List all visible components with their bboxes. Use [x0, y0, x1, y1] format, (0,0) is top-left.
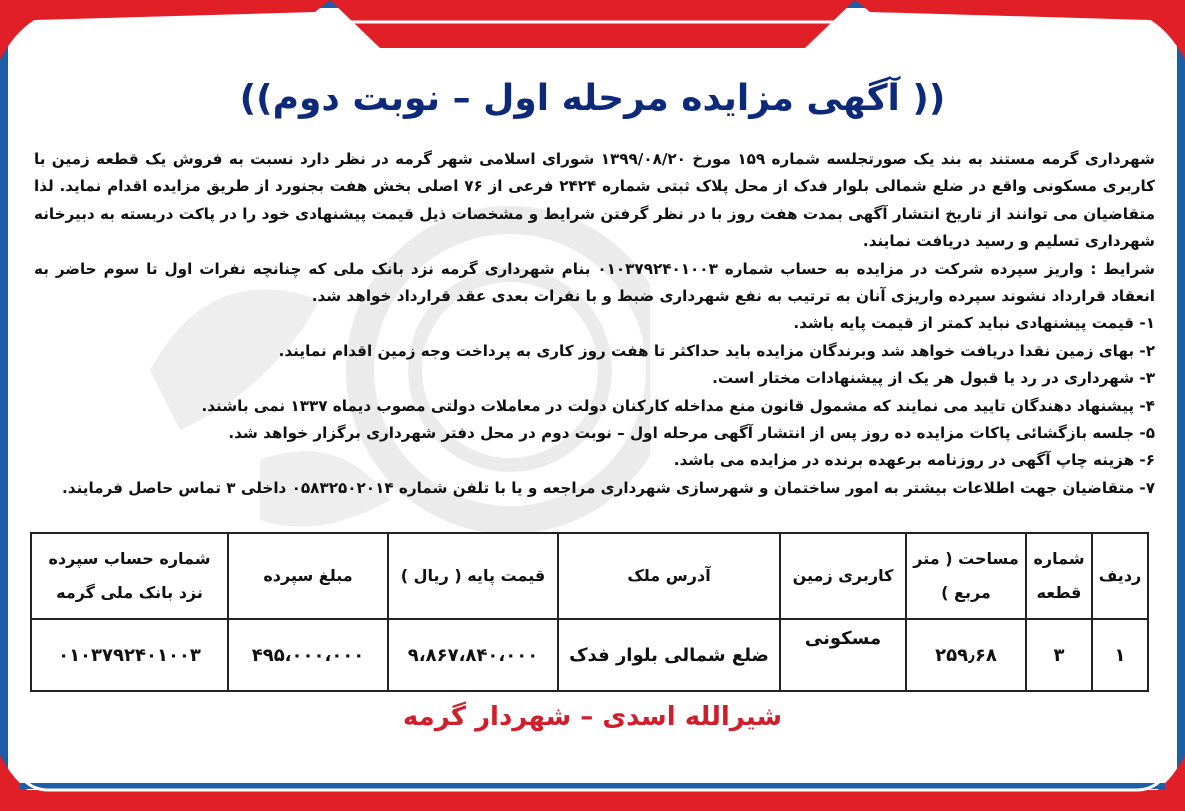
signature: شیرالله اسدی – شهردار گرمه: [402, 702, 783, 732]
cell-base-price: ۹،۸۶۷،۸۴۰،۰۰۰: [388, 619, 558, 691]
header-address: آدرس ملک: [558, 533, 780, 619]
notice-title: (( آگهی مزایده مرحله اول – نوبت دوم)): [239, 78, 946, 119]
cell-plot-number: ۳: [1026, 619, 1092, 691]
condition-item: ۵- جلسه بازگشائی پاکات مزایده ده روز پس از انتشار آگهی مرحله اول – نوبت دوم در محل دفتر شهرداری برگزار خواهد شد.: [228, 424, 1155, 443]
condition-item: ۲- بهای زمین نقدا دریافت خواهد شد وبرندگان مزایده باید حداکثر تا هفت روز کاری به پرداخت وجه زمین اقدام نمایند.: [278, 341, 1155, 360]
notice-body: [34, 146, 1155, 502]
table-header-row: [31, 533, 1148, 619]
cell-row-number: ۱: [1092, 619, 1148, 691]
condition-item: ۱- قیمت پیشنهادی نباید کمتر از قیمت پایه باشد.: [793, 314, 1155, 333]
header-deposit: مبلغ سپرده: [228, 533, 388, 619]
condition-item: ۴- پیشنهاد دهندگان تایید می نمایند که مشمول قانون منع مداخله کارکنان دولت در معاملات دولتی مصوب دیماه ۱۳۳۷ نمی باشند.: [201, 396, 1155, 415]
condition-item: ۳- شهرداری در رد یا قبول هر یک از پیشنهادات مختار است.: [712, 369, 1155, 388]
cell-account-number: ۰۱۰۳۷۹۲۴۰۱۰۰۳: [31, 619, 228, 691]
header-area: مساحت ( متر مربع ): [906, 533, 1026, 619]
header-land-usage: کاربری زمین: [780, 533, 906, 619]
notice-intro: شهرداری گرمه مستند به بند یک صورتجلسه شماره ۱۵۹ مورخ ۱۳۹۹/۰۸/۲۰ شورای اسلامی شهر گرمه در نظر دارد نسبت به فروش یک قطعه زمین با کاربری مسکونی واقع در ضلع شمالی بلوار فدک از محل پلاک ثبتی شماره ۲۴۲۴ فرعی از ۷۶ اصلی بخش هفت بجنورد از طریق مزایده اقدام نماید. لذا متقاضیان می توانند از تاریخ انتشار آگهی بمدت هفت روز با در نظر گرفتن شرایط و مشخصات ذیل قیمت پیشنهادی خود را در پاکت دربسته به دبیرخانه شهرداری تسلیم و رسید دریافت نمایند.: [34, 150, 1155, 251]
notice-conditions: شرایط : واریز سپرده شرکت در مزایده به حساب شماره ۰۱۰۳۷۹۲۴۰۱۰۰۳ بنام شهرداری گرمه نزد بانک ملی که چنانچه نفرات اول تا سوم حاضر به انعقاد قرارداد نشوند سپرده واریزی آنان به ترتیب به نفع شهرداری ضبط و با نفرات بعدی عقد قرارداد خواهد شد.: [34, 259, 1155, 306]
auction-table: [30, 532, 1149, 692]
cell-address: ضلع شمالی بلوار فدک: [558, 619, 780, 691]
header-base-price: قیمت پایه ( ریال ): [388, 533, 558, 619]
cell-land-usage: مسکونی: [780, 619, 906, 691]
header-plot-number: شماره قطعه: [1026, 533, 1092, 619]
condition-item: ۶- هزینه چاپ آگهی در روزنامه برعهده برنده در مزایده می باشد.: [673, 451, 1155, 470]
condition-item: ۷- متقاضیان جهت اطلاعات بیشتر به امور ساختمان و شهرسازی شهرداری مراجعه و یا با تلفن شماره ۰۵۸۳۲۵۰۲۰۱۴ داخلی ۳ تماس حاصل فرمایند.: [62, 478, 1155, 497]
table-row: [31, 619, 1148, 691]
cell-deposit: ۴۹۵،۰۰۰،۰۰۰: [228, 619, 388, 691]
header-row-number: ردیف: [1092, 533, 1148, 619]
header-account-number: شماره حساب سپرده نزد بانک ملی گرمه: [31, 533, 228, 619]
cell-area: ۲۵۹٫۶۸: [906, 619, 1026, 691]
